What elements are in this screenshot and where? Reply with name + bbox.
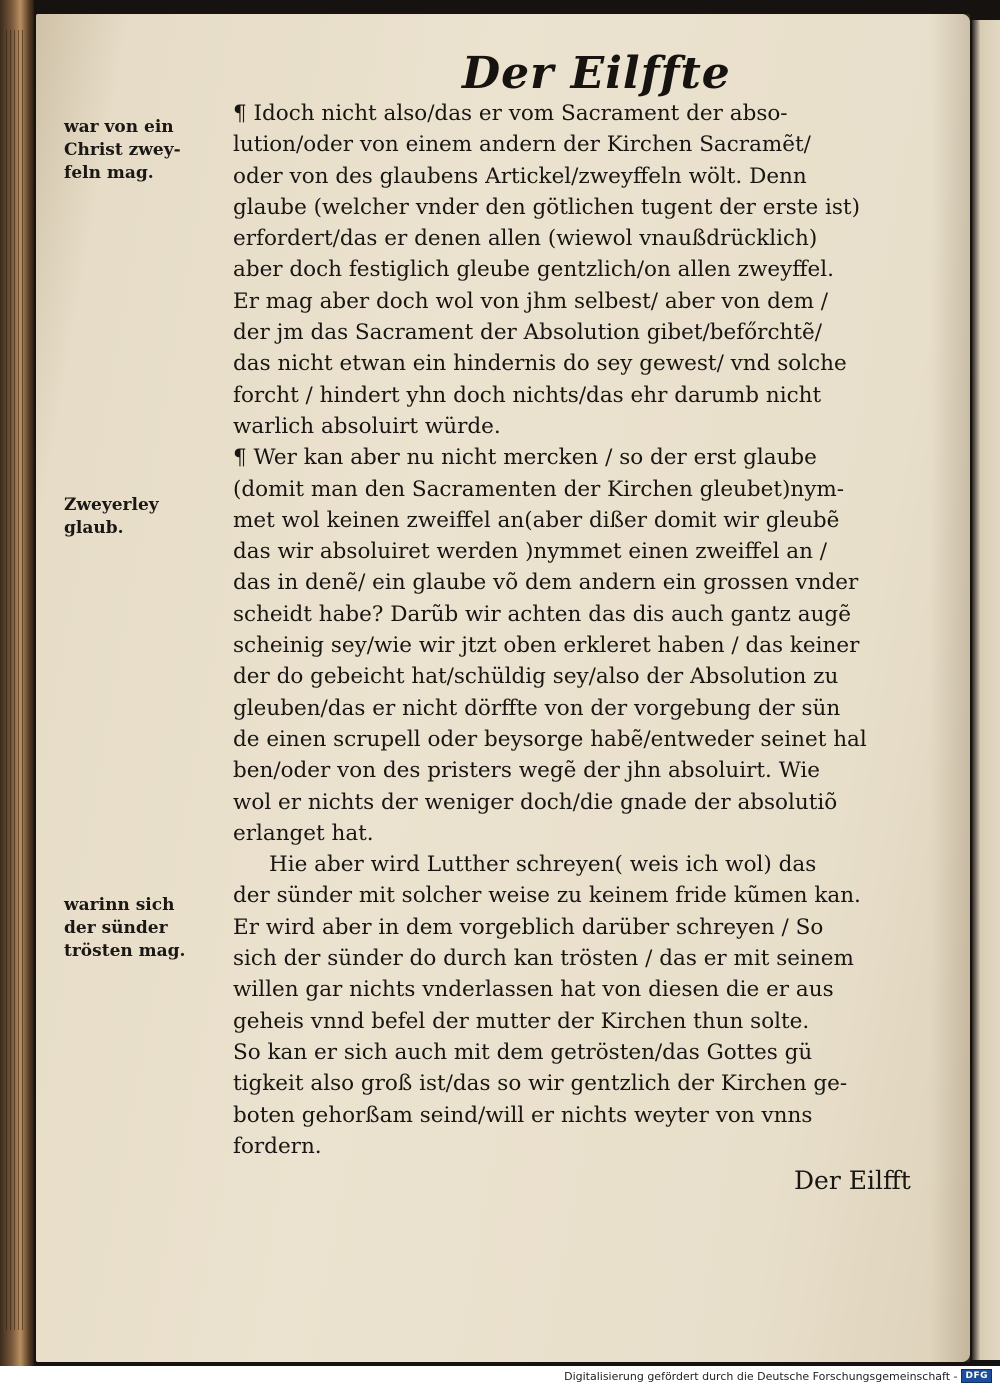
text-line: (domit man den Sacramenten der Kirchen gleubet)nym- [233, 476, 845, 502]
running-head: Der Eilffte [462, 48, 731, 99]
margin-note-line: glaub. [64, 518, 124, 538]
margin-note-line: war von ein [64, 117, 174, 137]
dfg-logo-icon: DFG [961, 1369, 992, 1383]
text-line: ¶ Idoch nicht also/das er vom Sacrament der abso- [233, 101, 788, 126]
footer-credit [564, 1366, 992, 1386]
text-line: Er mag aber doch wol von jhm selbest/ aber von dem / [233, 288, 829, 314]
text-line: wol er nichts der weniger doch/die gnade der absolutiõ [233, 789, 838, 815]
text-line: erfordert/das er denen allen (wiewol vnaußdrücklich) [233, 226, 818, 252]
text-line: lution/oder von einem andern der Kirchen Sacramẽt/ [233, 132, 811, 158]
text-line: sich der sünder do durch kan trösten / das er mit seinem [233, 946, 854, 972]
text-line: boten gehorßam seind/will er nichts weyter von vnns [233, 1102, 813, 1128]
margin-note-line: Christ zwey- [64, 140, 181, 160]
text-line: ¶ Wer kan aber nu nicht mercken / so der erst glaube [233, 445, 817, 471]
margin-note-line: Zweyerley [64, 495, 159, 515]
text-line: erlanget hat. [233, 820, 374, 846]
footer-text: Digitalisierung gefördert durch die Deutsche Forschungsgemeinschaft - [564, 1369, 958, 1383]
catchword: Der Eilfft [794, 1166, 911, 1195]
text-line: aber doch festiglich gleube gentzlich/on allen zweyffel. [233, 257, 834, 283]
text-line: Hie aber wird Lutther schreyen( weis ich wol) das [269, 852, 817, 878]
text-line: de einen scrupell oder beysorge habẽ/entweder seinet hal [233, 726, 867, 752]
text-line: glaube (welcher vnder den götlichen tugent der erste ist) [233, 194, 860, 220]
text-line: oder von des glaubens Artickel/zweyffeln wölt. Denn [233, 163, 807, 189]
text-line: tigkeit also groß ist/das so wir gentzlich der Kirchen ge- [233, 1071, 848, 1097]
text-line: scheinig sey/wie wir jtzt oben erkleret haben / das keiner [233, 633, 860, 659]
text-line: Er wird aber in dem vorgeblich darüber schreyen / So [233, 914, 824, 940]
margin-note-line: trösten mag. [64, 941, 186, 961]
text-line: fordern. [233, 1133, 322, 1159]
margin-note-line: feln mag. [64, 163, 154, 183]
text-line: willen gar nichts vnderlassen hat von diesen die er aus [233, 977, 834, 1003]
text-line: der jm das Sacrament der Absolution gibet/befőrchtẽ/ [233, 320, 822, 346]
text-line: das in denẽ/ ein glaube võ dem andern ein grossen vnder [233, 570, 859, 596]
margin-note-line: warinn sich [64, 895, 175, 915]
text-line: warlich absoluirt würde. [233, 413, 501, 439]
text-line: forcht / hindert yhn doch nichts/das ehr darumb nicht [233, 382, 822, 408]
page-shadow [930, 14, 970, 1362]
text-line: der do gebeicht hat/schüldig sey/also der Absolution zu [233, 664, 839, 690]
text-line: das nicht etwan ein hindernis do sey gewest/ vnd solche [233, 351, 847, 377]
text-line: geheis vnnd befel der mutter der Kirchen thun solte. [233, 1008, 810, 1034]
text-line: ben/oder von des pristers wegẽ der jhn absoluirt. Wie [233, 758, 821, 784]
next-page-edge [972, 20, 1000, 1360]
text-line: So kan er sich auch mit dem getrösten/das Gottes gü [233, 1039, 813, 1065]
text-line: scheidt habe? Darũb wir achten das dis auch gantz augẽ [233, 601, 851, 627]
main-text-block [205, 98, 925, 1162]
text-line: met wol keinen zweiffel an(aber dißer domit wir gleubẽ [233, 507, 840, 533]
text-line: der sünder mit solcher weise zu keinem fride kũmen kan. [233, 883, 861, 909]
page-edges-texture [6, 30, 26, 1330]
text-line: gleuben/das er nicht dörffte von der vorgebung der sün [233, 695, 841, 721]
margin-note-line: der sünder [64, 918, 168, 938]
book-spine-edge [0, 0, 34, 1366]
text-line: das wir absoluiret werden )nymmet einen zweiffel an / [233, 539, 828, 565]
